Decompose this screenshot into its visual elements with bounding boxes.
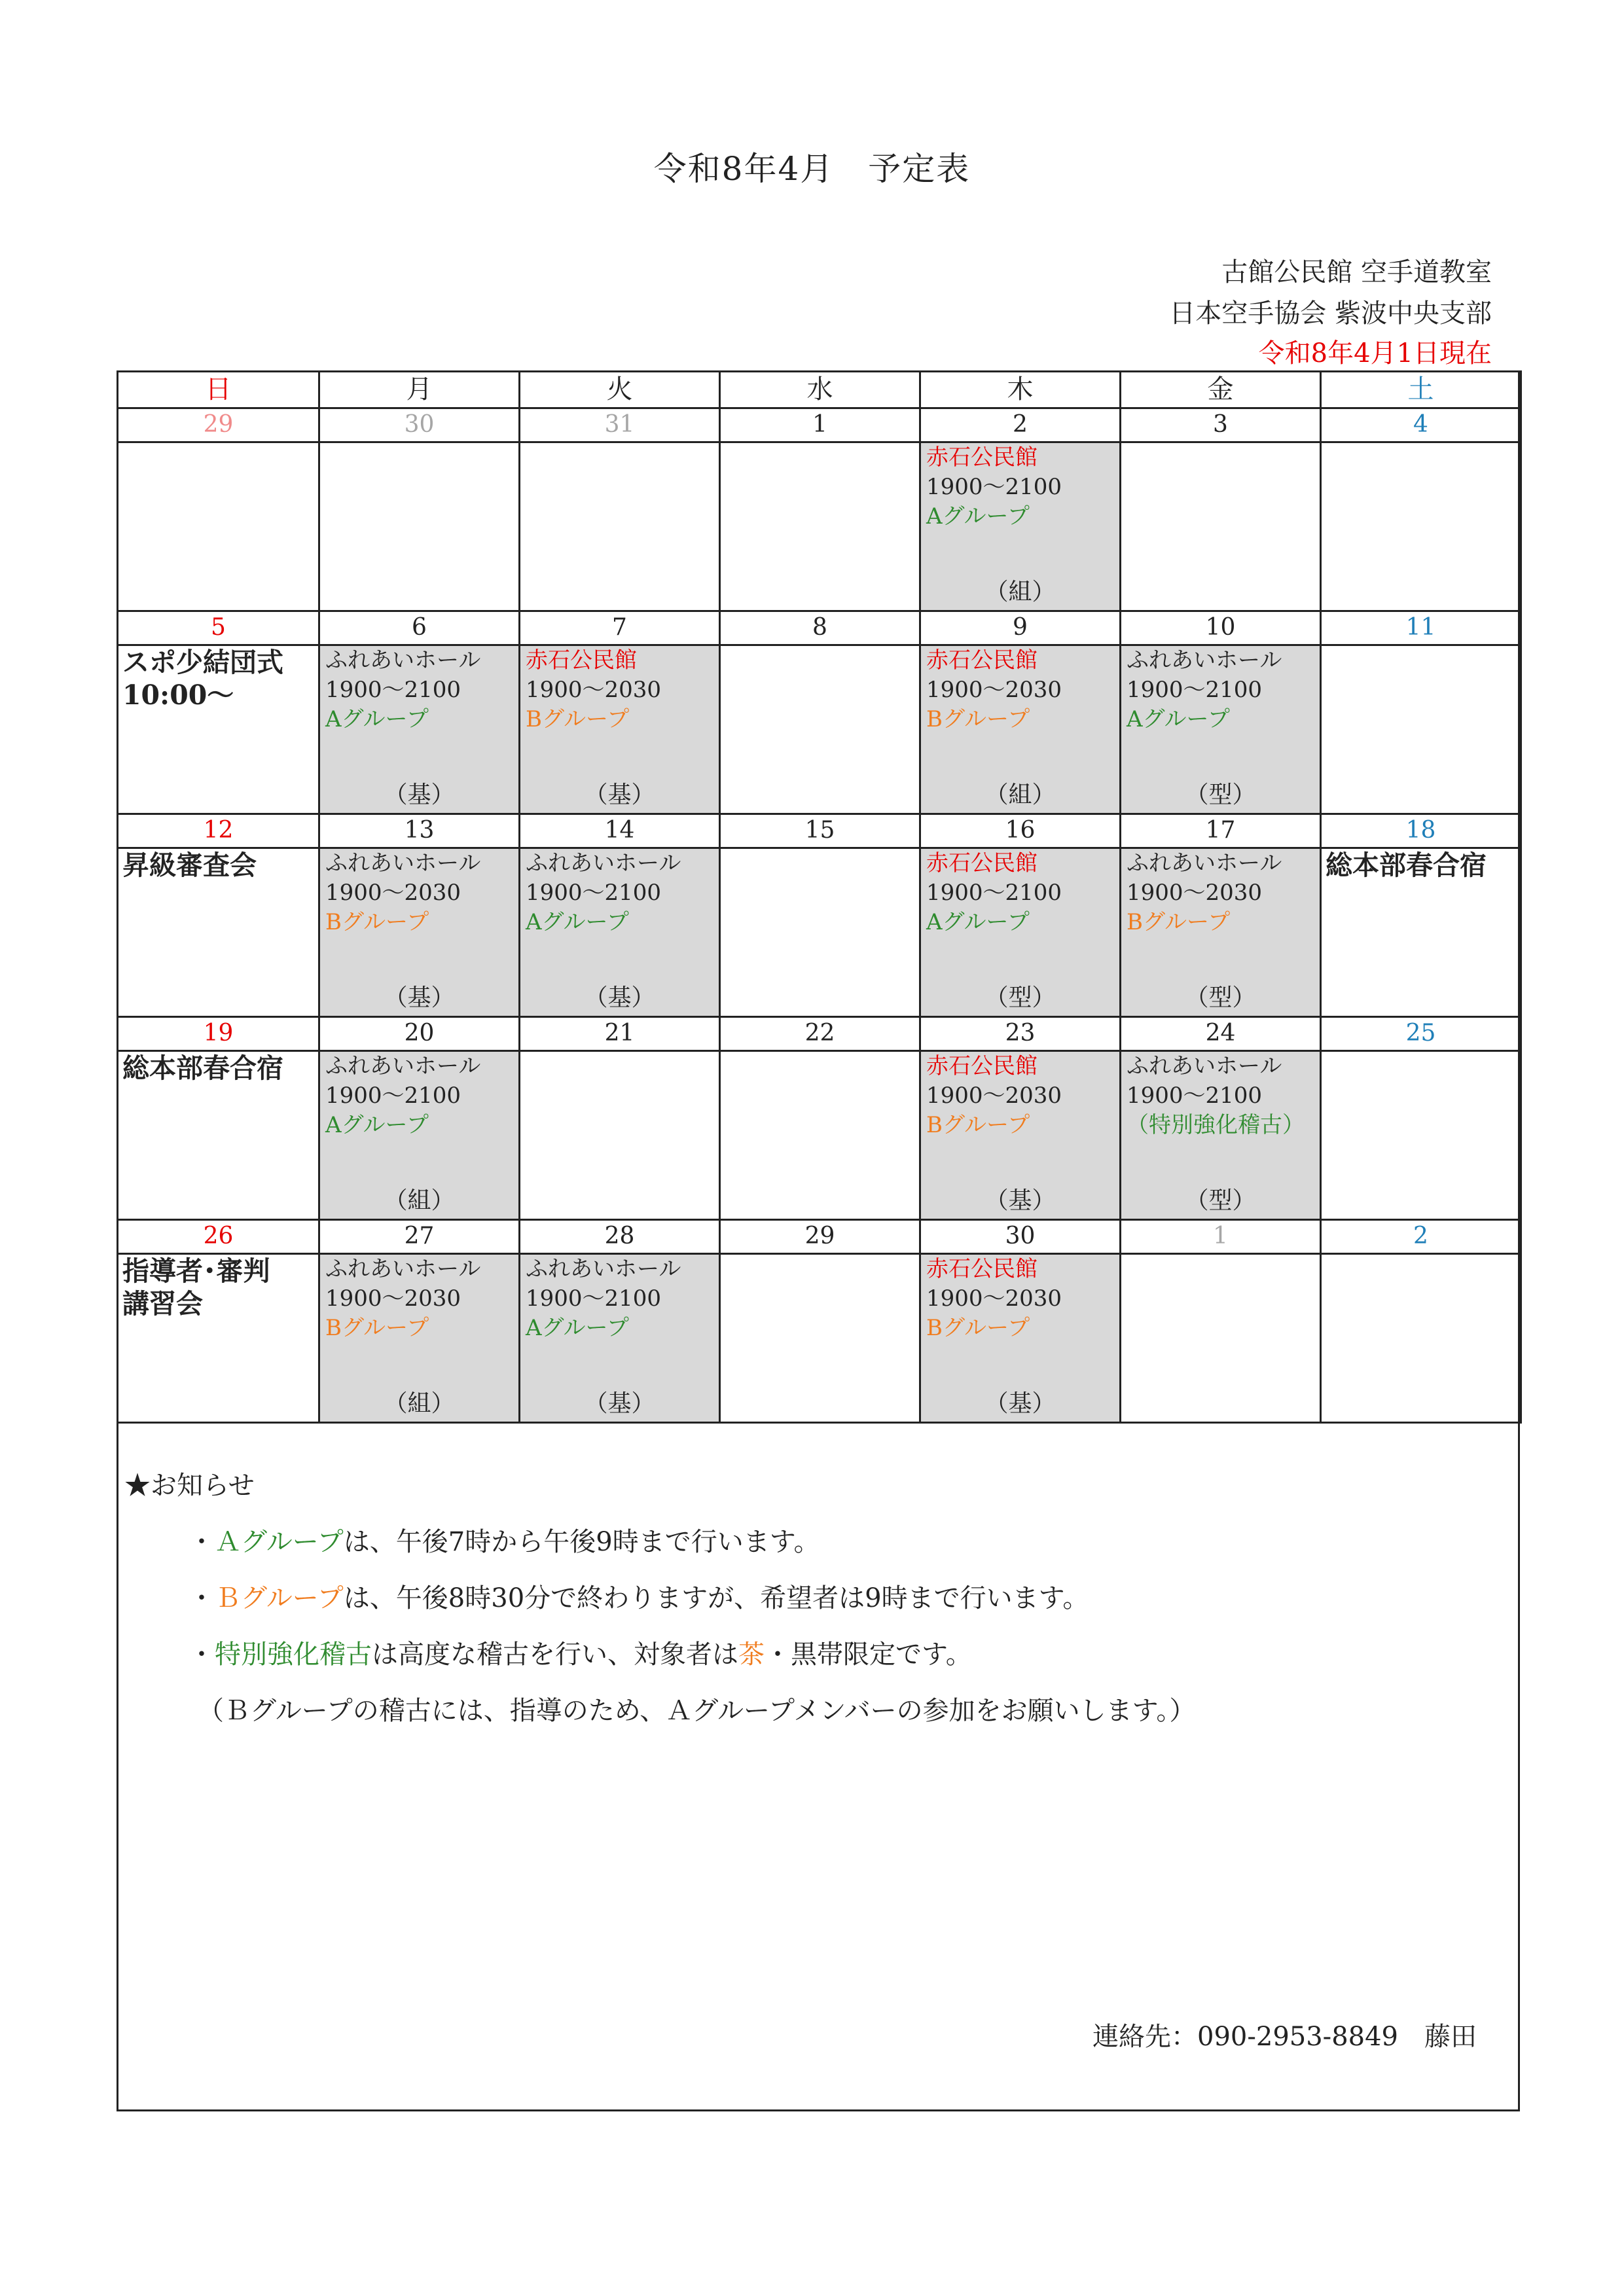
date-number: 7 <box>520 611 720 645</box>
day-cell <box>520 442 720 611</box>
as-of-date: 令和8年4月1日現在 <box>1258 338 1492 368</box>
day-row <box>118 1254 1521 1423</box>
day-cell <box>1321 1051 1521 1220</box>
event-title: スポ少結団式 <box>122 647 283 678</box>
weekday-wed: 水 <box>720 372 920 408</box>
session-focus: （組） <box>984 781 1056 808</box>
schedule-calendar <box>117 370 1522 1424</box>
date-number: 15 <box>720 814 920 848</box>
day-cell <box>720 848 920 1017</box>
session-group: Bグループ <box>926 1315 1030 1341</box>
session-venue: ふれあいホール <box>325 850 481 876</box>
day-cell <box>118 645 319 814</box>
weekday-tue: 火 <box>520 372 720 408</box>
session-venue: 赤石公民館 <box>926 850 1038 876</box>
notice-text: は高度な稽古を行い、対象者は <box>372 1640 738 1670</box>
event-title: 総本部春合宿 <box>1326 850 1487 881</box>
session-group: Bグループ <box>325 1315 429 1341</box>
date-number: 18 <box>1321 814 1521 848</box>
session-focus: （基） <box>384 781 455 808</box>
day-row <box>118 442 1521 611</box>
date-number: 14 <box>520 814 720 848</box>
date-number: 10 <box>1121 611 1321 645</box>
session-group: Bグループ <box>325 909 429 935</box>
session-group: Aグループ <box>325 706 429 732</box>
weekday-sun: 日 <box>118 372 319 408</box>
session-time: 1900～2030 <box>325 880 461 906</box>
session-focus: （基） <box>584 1390 655 1417</box>
date-number: 22 <box>720 1017 920 1051</box>
date-number: 30 <box>920 1220 1121 1254</box>
notice-text: は、午後7時から午後9時まで行います。 <box>343 1527 820 1557</box>
date-number: 29 <box>720 1220 920 1254</box>
day-cell <box>1321 848 1521 1017</box>
date-number: 27 <box>319 1220 520 1254</box>
date-number: 16 <box>920 814 1121 848</box>
session-venue: ふれあいホール <box>1127 1053 1282 1079</box>
session-group: Bグループ <box>1127 909 1231 935</box>
notice-bullet: ・ <box>189 1527 215 1557</box>
event-title: 総本部春合宿 <box>122 1052 283 1084</box>
session-time: 1900～2100 <box>926 880 1062 906</box>
date-number: 9 <box>920 611 1121 645</box>
day-cell <box>720 645 920 814</box>
session-venue: 赤石公民館 <box>926 1053 1038 1079</box>
date-number: 31 <box>520 408 720 442</box>
notice-bullet: ・ <box>189 1583 215 1613</box>
weekday-fri: 金 <box>1121 372 1321 408</box>
session-time: 1900～2030 <box>926 677 1062 703</box>
session-focus: （基） <box>984 1390 1056 1417</box>
date-number: 21 <box>520 1017 720 1051</box>
session-cell <box>520 1254 720 1423</box>
date-number: 6 <box>319 611 520 645</box>
notice-text: ・黒帯限定です。 <box>765 1640 972 1670</box>
day-cell <box>720 442 920 611</box>
day-cell <box>720 1254 920 1423</box>
session-focus: （型） <box>984 984 1056 1011</box>
org-name: 古館公民館 空手道教室 <box>1221 257 1492 287</box>
date-number: 24 <box>1121 1017 1321 1051</box>
day-cell <box>1321 645 1521 814</box>
session-time: 1900～2100 <box>1127 1083 1263 1109</box>
notices-heading: ★お知らせ <box>124 1471 255 1501</box>
event-title: 昇級審査会 <box>122 850 257 881</box>
session-group: Aグループ <box>526 909 629 935</box>
day-row <box>118 848 1521 1017</box>
date-number: 28 <box>520 1220 720 1254</box>
session-venue: ふれあいホール <box>526 850 681 876</box>
session-cell <box>1121 1051 1321 1220</box>
session-time: 1900～2100 <box>926 474 1062 500</box>
date-number: 12 <box>118 814 319 848</box>
session-focus: （型） <box>1185 984 1256 1011</box>
session-cell <box>319 1254 520 1423</box>
day-cell <box>118 1254 319 1423</box>
session-focus: （型） <box>1185 1187 1256 1214</box>
date-number: 13 <box>319 814 520 848</box>
session-venue: 赤石公民館 <box>926 647 1038 673</box>
session-venue: ふれあいホール <box>1127 850 1282 876</box>
event-title: 指導者･審判 <box>122 1255 270 1287</box>
day-cell <box>1121 442 1321 611</box>
notice-highlight: Ａグループ <box>215 1527 344 1557</box>
session-group: Aグループ <box>1127 706 1230 732</box>
session-time: 1900～2030 <box>926 1083 1062 1109</box>
day-cell <box>1121 1254 1321 1423</box>
day-row <box>118 645 1521 814</box>
session-group: （特別強化稽古） <box>1127 1112 1305 1138</box>
date-row <box>118 1017 1521 1051</box>
session-time: 1900～2100 <box>325 677 461 703</box>
notice-text: は、午後8時30分で終わりますが、希望者は9時まで行います。 <box>343 1583 1089 1613</box>
session-focus: （型） <box>1185 781 1256 808</box>
date-number: 1 <box>1121 1220 1321 1254</box>
contact-info: 連絡先：090-2953-8849 藤田 <box>1092 2022 1477 2052</box>
date-number: 5 <box>118 611 319 645</box>
session-venue: ふれあいホール <box>325 647 481 673</box>
event-detail: 講習会 <box>122 1288 203 1319</box>
org-branch: 日本空手協会 紫波中央支部 <box>1169 298 1492 329</box>
date-number: 29 <box>118 408 319 442</box>
session-cell <box>920 848 1121 1017</box>
session-focus: （基） <box>584 984 655 1011</box>
weekday-header <box>118 372 1521 408</box>
session-venue: ふれあいホール <box>325 1256 481 1282</box>
date-row <box>118 1220 1521 1254</box>
session-venue: 赤石公民館 <box>526 647 637 673</box>
session-focus: （組） <box>384 1390 455 1417</box>
date-row <box>118 408 1521 442</box>
day-cell <box>319 442 520 611</box>
session-cell <box>920 1051 1121 1220</box>
date-row <box>118 814 1521 848</box>
date-number: 4 <box>1321 408 1521 442</box>
session-group: Aグループ <box>325 1112 429 1138</box>
session-cell <box>319 645 520 814</box>
session-time: 1900～2030 <box>526 677 662 703</box>
session-focus: （組） <box>984 579 1056 605</box>
session-time: 1900～2030 <box>1127 880 1263 906</box>
session-cell <box>319 1051 520 1220</box>
session-group: Bグループ <box>526 706 630 732</box>
day-cell <box>520 1051 720 1220</box>
date-number: 26 <box>118 1220 319 1254</box>
session-group: Bグループ <box>926 1112 1030 1138</box>
session-time: 1900～2100 <box>526 880 662 906</box>
weekday-thu: 木 <box>920 372 1121 408</box>
day-cell <box>118 442 319 611</box>
date-number: 8 <box>720 611 920 645</box>
date-number: 20 <box>319 1017 520 1051</box>
day-cell <box>118 1051 319 1220</box>
day-cell <box>720 1051 920 1220</box>
session-venue: ふれあいホール <box>1127 647 1282 673</box>
session-cell <box>1121 645 1321 814</box>
date-number: 23 <box>920 1017 1121 1051</box>
date-number: 11 <box>1321 611 1521 645</box>
session-cell <box>319 848 520 1017</box>
day-cell <box>1321 1254 1521 1423</box>
notice-special <box>189 1634 972 1671</box>
weekday-mon: 月 <box>319 372 520 408</box>
day-row <box>118 1051 1521 1220</box>
notice-highlight: Ｂグループ <box>215 1583 344 1613</box>
notice-bullet: ・ <box>189 1640 215 1670</box>
session-time: 1900～2100 <box>526 1285 662 1312</box>
session-time: 1900～2100 <box>1127 677 1263 703</box>
session-group: Aグループ <box>926 909 1030 935</box>
day-cell <box>1321 442 1521 611</box>
session-time: 1900～2030 <box>325 1285 461 1312</box>
date-row <box>118 611 1521 645</box>
session-cell <box>920 645 1121 814</box>
notice-highlight-belt: 茶 <box>738 1640 765 1670</box>
date-number: 17 <box>1121 814 1321 848</box>
date-number: 3 <box>1121 408 1321 442</box>
session-venue: 赤石公民館 <box>926 444 1038 471</box>
session-cell <box>520 645 720 814</box>
event-detail: 10:00～ <box>122 679 234 711</box>
weekday-sat: 土 <box>1321 372 1521 408</box>
date-number: 2 <box>920 408 1121 442</box>
notice-group-a <box>189 1521 820 1558</box>
session-cell <box>920 1254 1121 1423</box>
notice-group-b <box>189 1577 1089 1615</box>
notice-highlight: 特別強化稽古 <box>215 1640 372 1670</box>
session-group: Aグループ <box>526 1315 629 1341</box>
session-focus: （基） <box>584 781 655 808</box>
session-focus: （基） <box>984 1187 1056 1214</box>
session-focus: （基） <box>384 984 455 1011</box>
session-focus: （組） <box>384 1187 455 1214</box>
date-number: 19 <box>118 1017 319 1051</box>
session-time: 1900～2100 <box>325 1083 461 1109</box>
session-venue: 赤石公民館 <box>926 1256 1038 1282</box>
session-venue: ふれあいホール <box>526 1256 681 1282</box>
session-group: Bグループ <box>926 706 1030 732</box>
session-group: Aグループ <box>926 503 1030 529</box>
page-title: 令和8年4月 予定表 <box>653 150 971 188</box>
session-time: 1900～2030 <box>926 1285 1062 1312</box>
session-cell <box>1121 848 1321 1017</box>
date-number: 1 <box>720 408 920 442</box>
date-number: 30 <box>319 408 520 442</box>
session-cell <box>520 848 720 1017</box>
date-number: 2 <box>1321 1220 1521 1254</box>
session-venue: ふれあいホール <box>325 1053 481 1079</box>
day-cell <box>118 848 319 1017</box>
date-number: 25 <box>1321 1017 1521 1051</box>
notice-request: （Ｂグループの稽古には、指導のため、Ａグループメンバーの参加をお願いします。） <box>198 1696 1196 1726</box>
session-cell <box>920 442 1121 611</box>
